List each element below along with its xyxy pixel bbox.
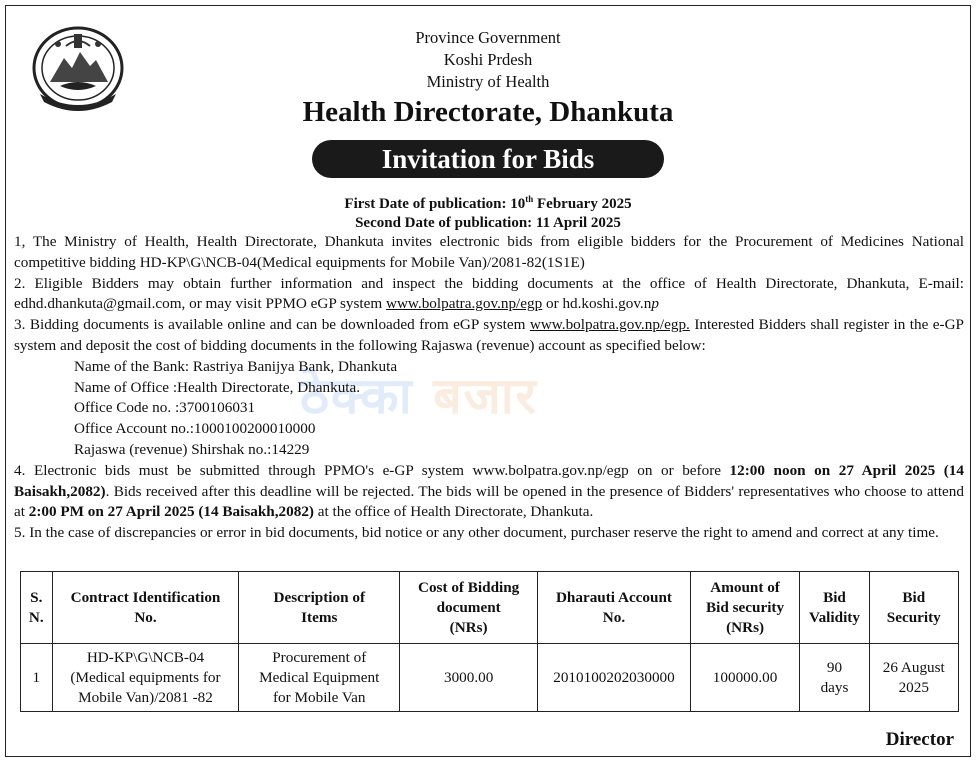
- first-publication-date: [0, 190, 976, 214]
- office-title: Health Directorate, Dhankuta: [302, 96, 674, 128]
- paragraph-5: 5. In the case of discrepancies or error in bid documents, bid notice or any other document, purchaser reserve the right to amend and correct at any time.: [14, 524, 939, 542]
- first-date-sup: th: [525, 194, 534, 204]
- cell-sn: 1: [21, 644, 53, 712]
- bank-name: Name of the Bank: Rastriya Banijya Bank, Dhankuta: [74, 357, 398, 375]
- p4-text: 4. Electronic bids must be submitted through PPMO's e-GP system www.bolpatra.gov.np/egp on or before: [14, 461, 730, 479]
- letterhead: [0, 27, 976, 131]
- office-name: Name of Office :Health Directorate, Dhankuta.: [74, 378, 361, 396]
- first-date-label: First Date of publication: 10: [344, 196, 526, 212]
- header-security: Bid Security: [869, 572, 958, 644]
- invitation-banner: Invitation for Bids: [312, 140, 664, 178]
- office-account: Office Account no.:1000100200010000: [74, 420, 316, 438]
- paragraph-1: 1, The Ministry of Health, Health Directorate, Dhankuta invites electronic bids from eligible bidders for the Procurement of Medicines National competitive bidding HD-KP\G\NCB-04(Medical equipments for Mobile Van)/2081-82(1S1E): [14, 233, 964, 271]
- province-line: Province Government: [415, 28, 561, 47]
- submission-deadline: 12:00 noon on 27 April 2025 (14 Baisakh,2082): [14, 461, 964, 500]
- cell-dharauti: 2010100202030000: [538, 644, 690, 712]
- p2-website-end: p: [651, 295, 659, 313]
- p4-text-2: . Bids received after this deadline will be rejected. The bids will be opened in the presence of Bidders' representatives who choose to attend at: [14, 482, 964, 521]
- table-row: [21, 644, 959, 712]
- cell-amount: 100000.00: [690, 644, 800, 712]
- notice-body: [14, 232, 964, 544]
- opening-time: 2:00 PM on 27 April 2025 (14 Baisakh,2082): [28, 503, 314, 521]
- p3-text-rest: Interested Bidders shall register in the e-GP system and deposit the cost of bidding documents in the following Rajaswa (revenue) account as specified below:: [14, 316, 964, 354]
- egp-link-2[interactable]: www.bolpatra.gov.np/egp.: [529, 316, 690, 334]
- pradesh-line: Koshi Prdesh: [443, 50, 533, 69]
- p2-website: or hd.koshi.gov.n: [542, 295, 652, 313]
- cell-contract: HD-KP\G\NCB-04 (Medical equipments for Mobile Van)/2081 -82: [52, 644, 239, 712]
- header-dharauti: Dharauti Account No.: [538, 572, 690, 644]
- bid-table: [20, 571, 959, 712]
- cell-cost: 3000.00: [400, 644, 538, 712]
- rajaswa-shirshak: Rajaswa (revenue) Shirshak no.:14229: [74, 440, 310, 458]
- publication-dates: [0, 190, 976, 233]
- ministry-line: Ministry of Health: [426, 72, 550, 91]
- watermark-part2: बजार: [433, 367, 539, 425]
- header-amount: Amount of Bid security (NRs): [690, 572, 800, 644]
- header-cost: Cost of Bidding document (NRs): [400, 572, 538, 644]
- header-validity: Bid Validity: [800, 572, 869, 644]
- second-publication-date: Second Date of publication: 11 April 2025: [355, 215, 621, 231]
- p3-text: 3. Bidding documents is available online and can be downloaded from eGP system: [14, 316, 530, 334]
- cell-security: 26 August 2025: [869, 644, 958, 712]
- cell-description: Procurement of Medical Equipment for Mobile Van: [239, 644, 400, 712]
- cell-validity: 90 days: [800, 644, 869, 712]
- header-contract: Contract Identification No.: [52, 572, 239, 644]
- first-date-rest: February 2025: [533, 196, 632, 212]
- header-sn: S. N.: [21, 572, 53, 644]
- table-header-row: [21, 572, 959, 644]
- p4-text-3: at the office of Health Directorate, Dhankuta.: [313, 503, 594, 521]
- paragraph-4: [14, 461, 964, 523]
- watermark-part1: ठेक्का: [300, 367, 414, 425]
- paragraph-2: [14, 274, 964, 316]
- office-code: Office Code no. :3700106031: [74, 399, 256, 417]
- egp-link[interactable]: www.bolpatra.gov.np/egp: [386, 295, 543, 313]
- signature-director: Director: [885, 729, 954, 750]
- paragraph-3: [14, 315, 964, 357]
- p2-text: 2. Eligible Bidders may obtain further information and inspect the bidding documents at the office of Health Directorate, Dhankuta, E-mail: edhd.dhankuta@gmail.com, or may visit PPMO eGP system: [14, 274, 964, 313]
- header-description: Description of Items: [239, 572, 400, 644]
